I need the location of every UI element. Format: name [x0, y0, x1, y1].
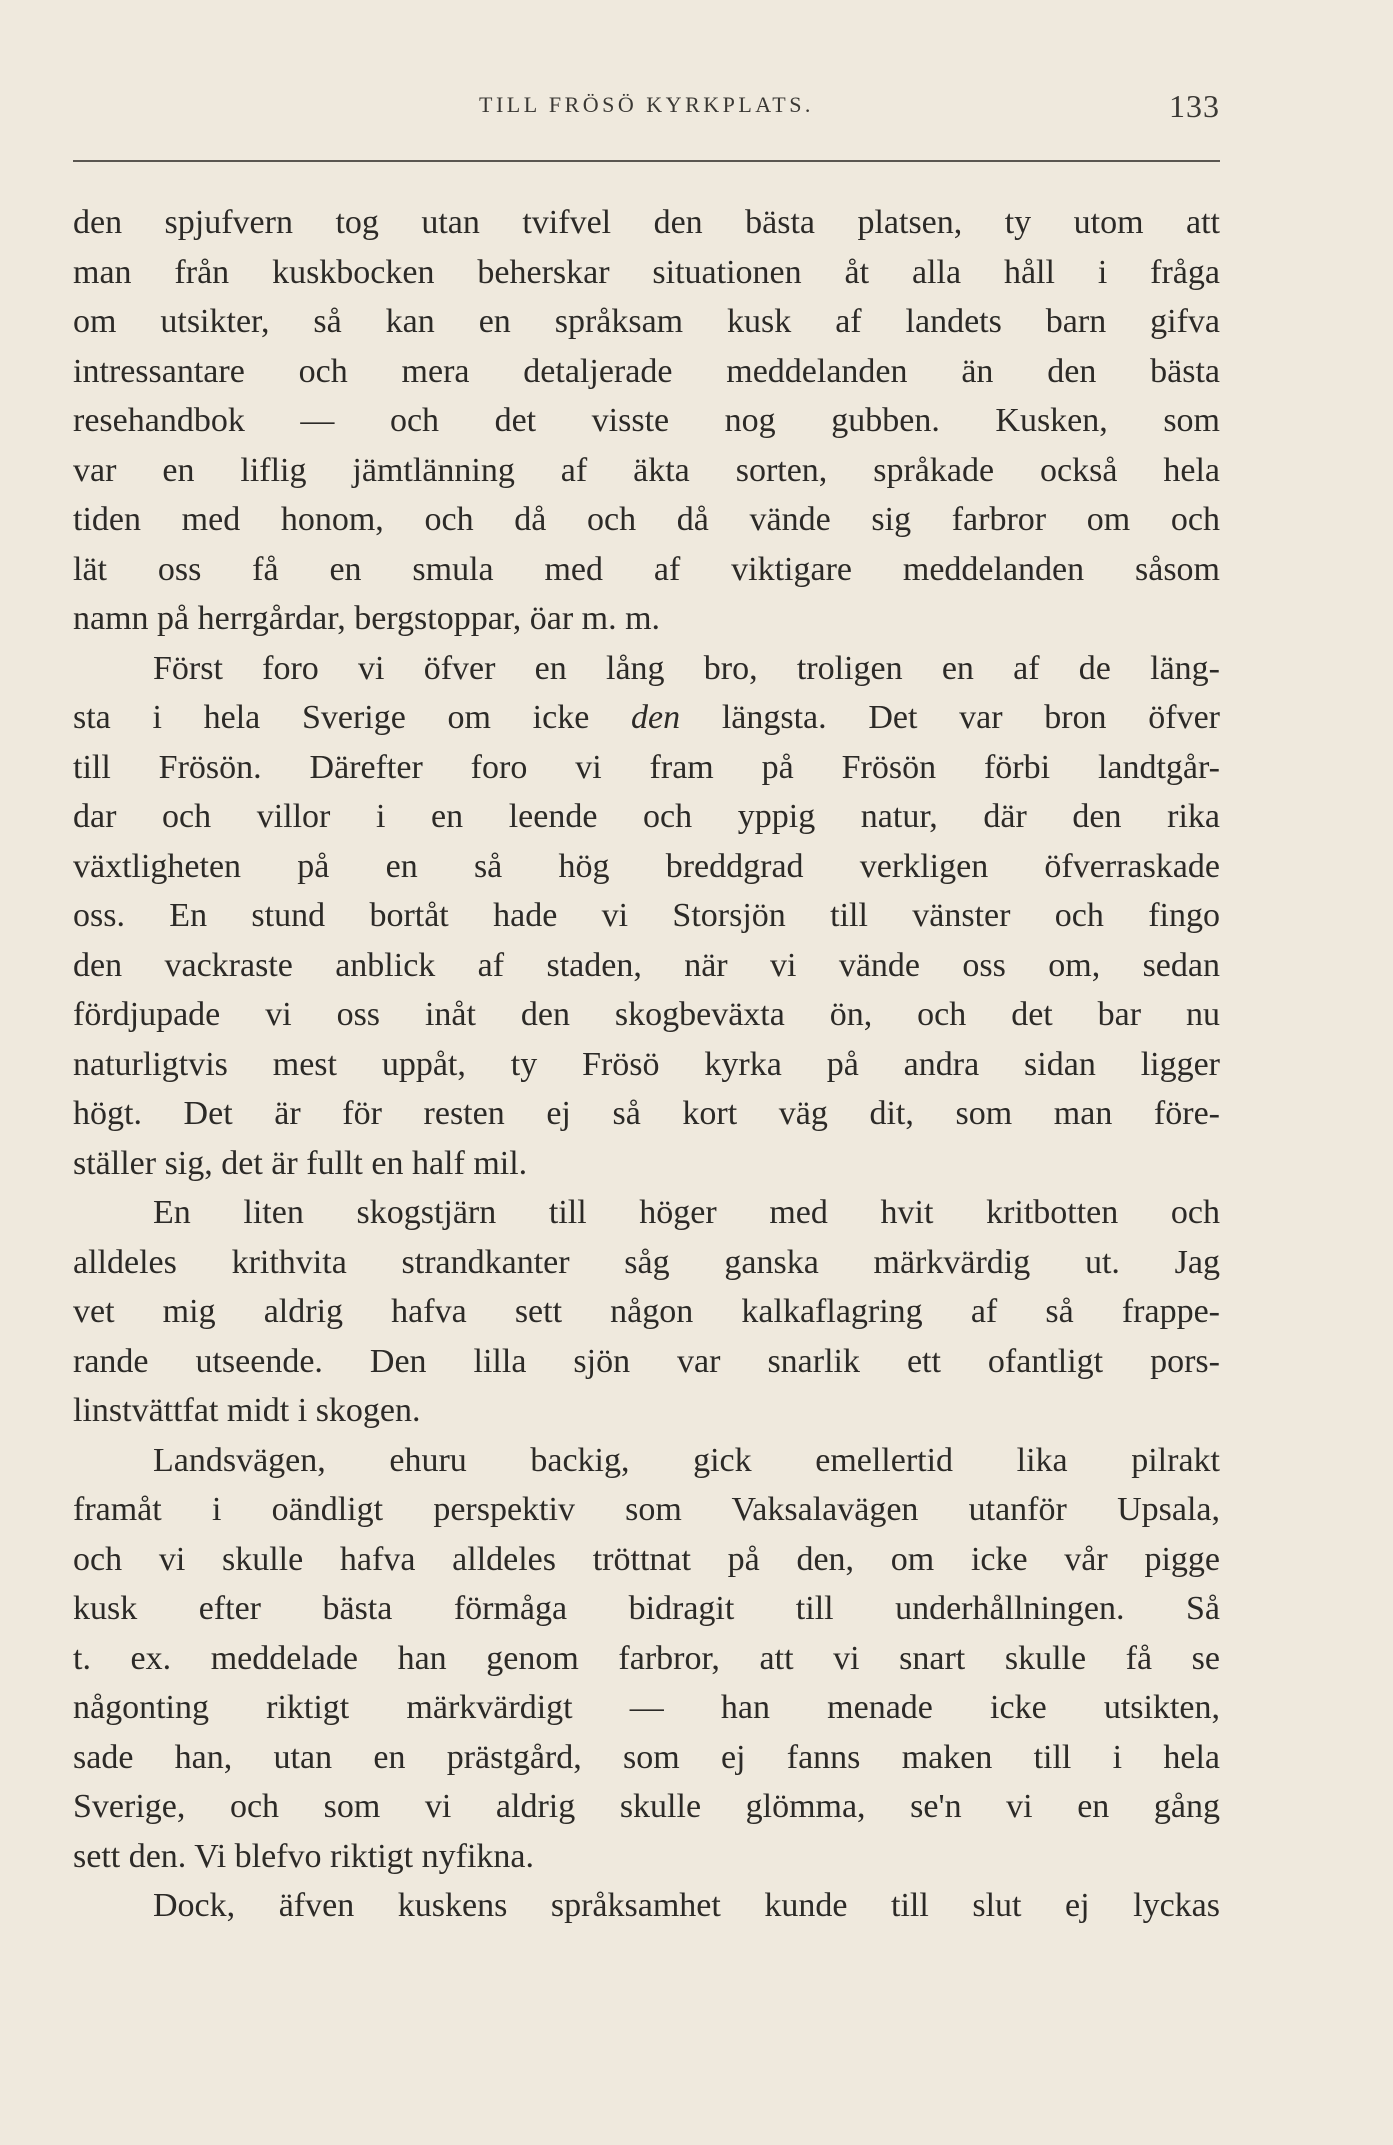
text-line: sett den. Vi blefvo riktigt nyfikna.: [73, 1837, 534, 1875]
text-line: den vackraste anblick af staden, när vi vände oss om, sedan: [73, 946, 1220, 984]
text-line: resehandbok — och det visste nog gubben. Kusken, som: [73, 402, 1220, 439]
text-line: linstvättfat midt i skogen.: [73, 1392, 421, 1429]
text-line: högt. Det är för resten ej så kort väg dit, som man före-: [73, 1095, 1220, 1132]
text-line: alldeles krithvita strandkanter såg ganska märkvärdig ut. Jag: [73, 1243, 1220, 1281]
page-number: 133: [1169, 88, 1220, 124]
text-line: t. ex. meddelade han genom farbror, att vi snart skulle få se: [73, 1639, 1220, 1677]
text-line: lät oss få en smula med af viktigare meddelanden såsom: [73, 550, 1220, 588]
text-line: fördjupade vi oss inåt den skogbeväxta ön, och det bar nu: [73, 996, 1220, 1033]
text-line: oss. En stund bortåt hade vi Storsjön till vänster och fingo: [73, 897, 1220, 934]
text-line: sade han, utan en prästgård, som ej fanns maken till i hela: [73, 1738, 1220, 1776]
text-line: vet mig aldrig hafva sett någon kalkaflagring af så frappe-: [73, 1293, 1220, 1330]
running-head: [73, 88, 1220, 142]
text-line: dar och villor i en leende och yppig natur, där den rika: [73, 798, 1220, 835]
text-line: Dock, äfven kuskens språksamhet kunde till slut ej lyckas: [153, 1887, 1220, 1924]
text-line: ställer sig, det är fullt en half mil.: [73, 1144, 528, 1182]
text-line: Först foro vi öfver en lång bro, troligen en af de läng-: [153, 649, 1220, 687]
text-line: Sverige, och som vi aldrig skulle glömma, se'n vi en gång: [73, 1788, 1220, 1825]
emphasis: den: [631, 699, 681, 736]
text-line: och vi skulle hafva alldeles tröttnat på den, om icke vår pigge: [73, 1540, 1220, 1578]
text-line: kusk efter bästa förmåga bidragit till underhållningen. Så: [73, 1590, 1220, 1627]
header-rule: [73, 160, 1220, 162]
text-line: till Frösön. Därefter foro vi fram på Frösön förbi landtgår-: [73, 748, 1220, 786]
text-line: naturligtvis mest uppåt, ty Frösö kyrka på andra sidan ligger: [73, 1045, 1220, 1083]
body-text: [73, 198, 1220, 1931]
text-line: intressantare och mera detaljerade meddelanden än den bästa: [73, 352, 1220, 390]
text-line: framåt i oändligt perspektiv som Vaksalavägen utanför Upsala,: [73, 1491, 1220, 1528]
text-line: namn på herrgårdar, bergstoppar, öar m. m.: [73, 600, 661, 637]
text-line: En liten skogstjärn till höger med hvit kritbotten och: [153, 1194, 1220, 1231]
text-line: växtligheten på en så hög breddgrad verkligen öfverraskade: [73, 847, 1220, 885]
text-line: var en liflig jämtlänning af äkta sorten, språkade också hela: [73, 451, 1220, 489]
text-line: den spjufvern tog utan tvifvel den bästa platsen, ty utom att: [73, 204, 1220, 241]
running-title: TILL FRÖSÖ KYRKPLATS.: [479, 92, 814, 117]
text-line: rande utseende. Den lilla sjön var snarlik ett ofantligt pors-: [73, 1342, 1220, 1380]
text-line: man från kuskbocken beherskar situationen åt alla håll i fråga: [73, 253, 1220, 291]
text-line: Landsvägen, ehuru backig, gick emellertid lika pilrakt: [153, 1441, 1220, 1479]
text-line: sta i hela Sverige om icke den längsta. Det var bron öfver: [73, 699, 1220, 736]
text-line: om utsikter, så kan en språksam kusk af landets barn gifva: [73, 303, 1220, 340]
text-line: tiden med honom, och då och då vände sig farbror om och: [73, 501, 1220, 538]
text-line: någonting riktigt märkvärdigt — han menade icke utsikten,: [73, 1689, 1220, 1726]
